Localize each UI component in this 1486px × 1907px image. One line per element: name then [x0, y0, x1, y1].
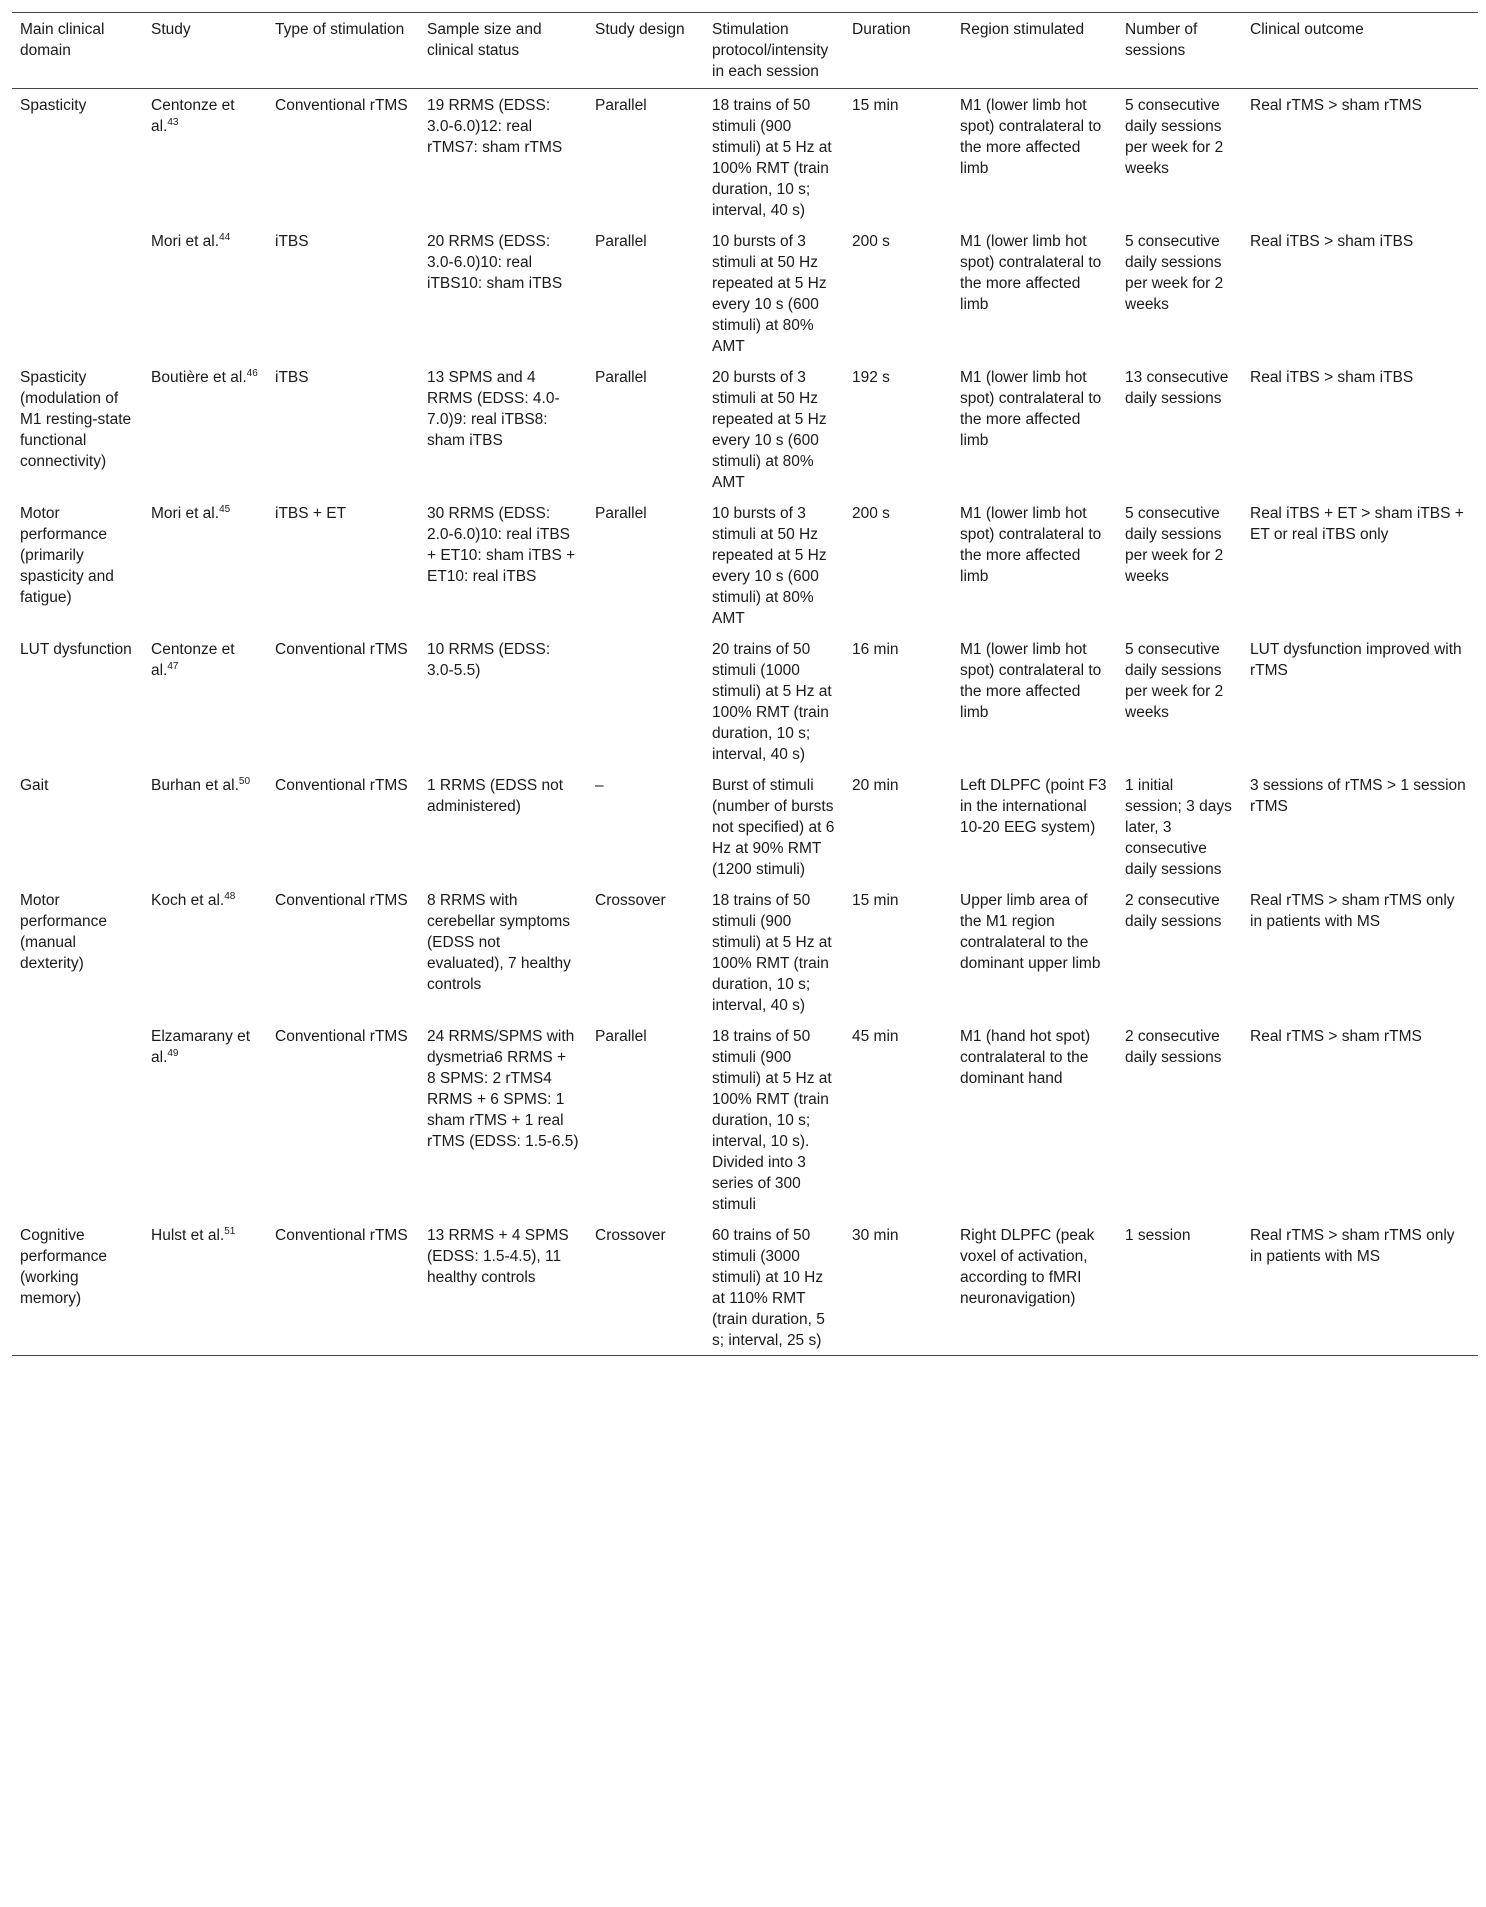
- cell-design: Crossover: [595, 892, 666, 909]
- cell-type: iTBS: [275, 233, 309, 250]
- study-ref: 43: [167, 116, 179, 128]
- cell-region: M1 (lower limb hot spot) contralateral to the more affected limb: [960, 233, 1102, 313]
- cell-region: Upper limb area of the M1 region contralateral to the dominant upper limb: [960, 892, 1101, 972]
- study-name: Elzamarany et al.: [151, 1028, 251, 1066]
- header-sessions: Number of sessions: [1125, 21, 1198, 59]
- cell-duration: 16 min: [852, 641, 899, 658]
- cell-outcome: Real rTMS > sham rTMS: [1250, 97, 1422, 114]
- cell-type: Conventional rTMS: [275, 777, 408, 794]
- cell-sessions: 5 consecutive daily sessions per week for 2 weeks: [1125, 97, 1224, 177]
- cell-design: –: [595, 777, 604, 794]
- cell-protocol: 18 trains of 50 stimuli (900 stimuli) at 5 Hz at 100% RMT (train duration, 10 s; interval, 40 s): [712, 97, 832, 219]
- cell-sample: 13 RRMS + 4 SPMS (EDSS: 1.5-4.5), 11 healthy controls: [427, 1227, 569, 1286]
- cell-study: [143, 633, 267, 769]
- header-outcome: Clinical outcome: [1250, 21, 1364, 38]
- study-name: Burhan et al.: [151, 777, 239, 794]
- cell-outcome: Real iTBS > sham iTBS: [1250, 369, 1414, 386]
- cell-duration: 200 s: [852, 505, 890, 522]
- cell-domain: Cognitive performance (working memory): [20, 1227, 108, 1307]
- cell-region: M1 (lower limb hot spot) contralateral to the more affected limb: [960, 369, 1102, 449]
- cell-duration: 200 s: [852, 233, 890, 250]
- study-ref: 49: [167, 1047, 179, 1059]
- table-row: [12, 225, 1478, 361]
- cell-outcome: Real iTBS + ET > sham iTBS + ET or real iTBS only: [1250, 505, 1464, 543]
- study-ref: 46: [246, 367, 258, 379]
- table-row: [12, 633, 1478, 769]
- header-protocol: Stimulation protocol/intensity in each session: [712, 21, 829, 80]
- cell-region: Left DLPFC (point F3 in the international 10-20 EEG system): [960, 777, 1107, 836]
- cell-outcome: Real rTMS > sham rTMS only in patients with MS: [1250, 1227, 1455, 1265]
- header-design: Study design: [595, 21, 685, 38]
- study-name: Boutière et al.: [151, 369, 247, 386]
- cell-sessions: 2 consecutive daily sessions: [1125, 892, 1222, 930]
- study-ref: 47: [167, 660, 179, 672]
- cell-study: [143, 1219, 267, 1356]
- rtms-studies-table: [12, 12, 1478, 1356]
- cell-duration: 20 min: [852, 777, 899, 794]
- header-duration: Duration: [852, 21, 911, 38]
- cell-design: Parallel: [595, 1028, 647, 1045]
- cell-sample: 10 RRMS (EDSS: 3.0-5.5): [427, 641, 551, 679]
- cell-region: Right DLPFC (peak voxel of activation, according to fMRI neuronavigation): [960, 1227, 1095, 1307]
- cell-study: [143, 769, 267, 884]
- cell-sample: 20 RRMS (EDSS: 3.0-6.0)10: real iTBS10: sham iTBS: [427, 233, 563, 292]
- cell-outcome: Real rTMS > sham rTMS: [1250, 1028, 1422, 1045]
- header-study: Study: [151, 21, 191, 38]
- cell-protocol: 60 trains of 50 stimuli (3000 stimuli) at 10 Hz at 110% RMT (train duration, 5 s; interval, 25 s): [712, 1227, 825, 1349]
- study-ref: 50: [238, 775, 251, 787]
- cell-type: iTBS + ET: [275, 505, 347, 522]
- cell-protocol: 18 trains of 50 stimuli (900 stimuli) at 5 Hz at 100% RMT (train duration, 10 s; interval, 10 s). Divided into 3 series of 300 stimuli: [712, 1028, 832, 1213]
- cell-duration: 30 min: [852, 1227, 899, 1244]
- study-name: Hulst et al.: [151, 1227, 225, 1244]
- table-row: [12, 884, 1478, 1020]
- cell-study: [143, 1020, 267, 1219]
- cell-domain: [12, 225, 143, 361]
- cell-sessions: 1 initial session; 3 days later, 3 consecutive daily sessions: [1125, 777, 1232, 878]
- cell-duration: 192 s: [852, 369, 890, 386]
- table-row: [12, 361, 1478, 497]
- cell-design: Parallel: [595, 233, 647, 250]
- study-name: Centonze et al.: [151, 97, 235, 135]
- header-row: [12, 13, 1478, 89]
- cell-outcome: Real rTMS > sham rTMS only in patients with MS: [1250, 892, 1455, 930]
- study-ref: 44: [219, 231, 231, 243]
- cell-study: [143, 361, 267, 497]
- cell-design: Parallel: [595, 369, 647, 386]
- study-ref: 51: [224, 1225, 236, 1237]
- cell-protocol: 10 bursts of 3 stimuli at 50 Hz repeated at 5 Hz every 10 s (600 stimuli) at 80% AMT: [712, 233, 827, 355]
- cell-sample: 24 RRMS/SPMS with dysmetria6 RRMS + 8 SPMS: 2 rTMS4 RRMS + 6 SPMS: 1 sham rTMS + 1 real rTMS (EDSS: 1.5-6.5): [427, 1028, 579, 1150]
- cell-sessions: 2 consecutive daily sessions: [1125, 1028, 1222, 1066]
- table-row: [12, 769, 1478, 884]
- header-region: Region stimulated: [960, 21, 1085, 38]
- cell-domain: [12, 1020, 143, 1219]
- cell-outcome: LUT dysfunction improved with rTMS: [1250, 641, 1462, 679]
- study-name: Mori et al.: [151, 505, 220, 522]
- cell-protocol: Burst of stimuli (number of bursts not specified) at 6 Hz at 90% RMT (1200 stimuli): [712, 777, 835, 878]
- cell-design: [587, 633, 704, 769]
- cell-type: Conventional rTMS: [275, 97, 408, 114]
- cell-design: Parallel: [595, 505, 647, 522]
- cell-domain: Motor performance (manual dexterity): [20, 892, 108, 972]
- cell-duration: 45 min: [852, 1028, 899, 1045]
- header-type: Type of stimulation: [275, 21, 405, 38]
- cell-design: Crossover: [595, 1227, 666, 1244]
- table-row: [12, 497, 1478, 633]
- cell-type: Conventional rTMS: [275, 892, 408, 909]
- study-ref: 45: [219, 503, 231, 515]
- cell-sample: 13 SPMS and 4 RRMS (EDSS: 4.0-7.0)9: real iTBS8: sham iTBS: [427, 369, 560, 449]
- cell-sessions: 5 consecutive daily sessions per week for 2 weeks: [1125, 641, 1224, 721]
- cell-protocol: 18 trains of 50 stimuli (900 stimuli) at 5 Hz at 100% RMT (train duration, 10 s; interval, 40 s): [712, 892, 832, 1014]
- cell-sessions: 13 consecutive daily sessions: [1125, 369, 1229, 407]
- cell-sample: 1 RRMS (EDSS not administered): [427, 777, 564, 815]
- cell-region: M1 (lower limb hot spot) contralateral to the more affected limb: [960, 97, 1102, 177]
- cell-sample: 19 RRMS (EDSS: 3.0-6.0)12: real rTMS7: sham rTMS: [427, 97, 563, 156]
- cell-study: [143, 225, 267, 361]
- study-ref: 48: [224, 890, 236, 902]
- cell-sessions: 1 session: [1125, 1227, 1191, 1244]
- cell-domain: LUT dysfunction: [20, 641, 132, 658]
- cell-type: Conventional rTMS: [275, 641, 408, 658]
- cell-domain: Gait: [20, 777, 49, 794]
- cell-sessions: 5 consecutive daily sessions per week for 2 weeks: [1125, 505, 1224, 585]
- cell-region: M1 (lower limb hot spot) contralateral to the more affected limb: [960, 505, 1102, 585]
- cell-region: M1 (lower limb hot spot) contralateral to the more affected limb: [960, 641, 1102, 721]
- cell-outcome: Real iTBS > sham iTBS: [1250, 233, 1414, 250]
- header-sample: Sample size and clinical status: [427, 21, 542, 59]
- cell-study: [143, 89, 267, 226]
- cell-duration: 15 min: [852, 892, 899, 909]
- cell-domain: Motor performance (primarily spasticity and fatigue): [20, 505, 114, 606]
- cell-outcome: 3 sessions of rTMS > 1 session rTMS: [1250, 777, 1466, 815]
- cell-study: [143, 884, 267, 1020]
- cell-type: iTBS: [275, 369, 309, 386]
- cell-domain: Spasticity: [20, 97, 87, 114]
- cell-region: M1 (hand hot spot) contralateral to the dominant hand: [960, 1028, 1091, 1087]
- table-container: [12, 12, 1478, 1356]
- study-name: Koch et al.: [151, 892, 225, 909]
- cell-sample: 30 RRMS (EDSS: 2.0-6.0)10: real iTBS + ET10: sham iTBS + ET10: real iTBS: [427, 505, 576, 585]
- header-domain: Main clinical domain: [20, 21, 105, 59]
- study-name: Mori et al.: [151, 233, 220, 250]
- cell-protocol: 20 bursts of 3 stimuli at 50 Hz repeated at 5 Hz every 10 s (600 stimuli) at 80% AMT: [712, 369, 827, 491]
- cell-design: Parallel: [595, 97, 647, 114]
- cell-protocol: 20 trains of 50 stimuli (1000 stimuli) at 5 Hz at 100% RMT (train duration, 10 s; interval, 40 s): [712, 641, 832, 763]
- cell-domain: Spasticity (modulation of M1 resting-state functional connectivity): [20, 369, 132, 470]
- cell-sample: 8 RRMS with cerebellar symptoms (EDSS not evaluated), 7 healthy controls: [427, 892, 571, 993]
- study-name: Centonze et al.: [151, 641, 235, 679]
- table-row: [12, 89, 1478, 226]
- cell-duration: 15 min: [852, 97, 899, 114]
- table-row: [12, 1020, 1478, 1219]
- cell-protocol: 10 bursts of 3 stimuli at 50 Hz repeated at 5 Hz every 10 s (600 stimuli) at 80% AMT: [712, 505, 827, 627]
- cell-type: Conventional rTMS: [275, 1028, 408, 1045]
- table-row: [12, 1219, 1478, 1356]
- cell-sessions: 5 consecutive daily sessions per week for 2 weeks: [1125, 233, 1224, 313]
- cell-study: [143, 497, 267, 633]
- cell-type: Conventional rTMS: [275, 1227, 408, 1244]
